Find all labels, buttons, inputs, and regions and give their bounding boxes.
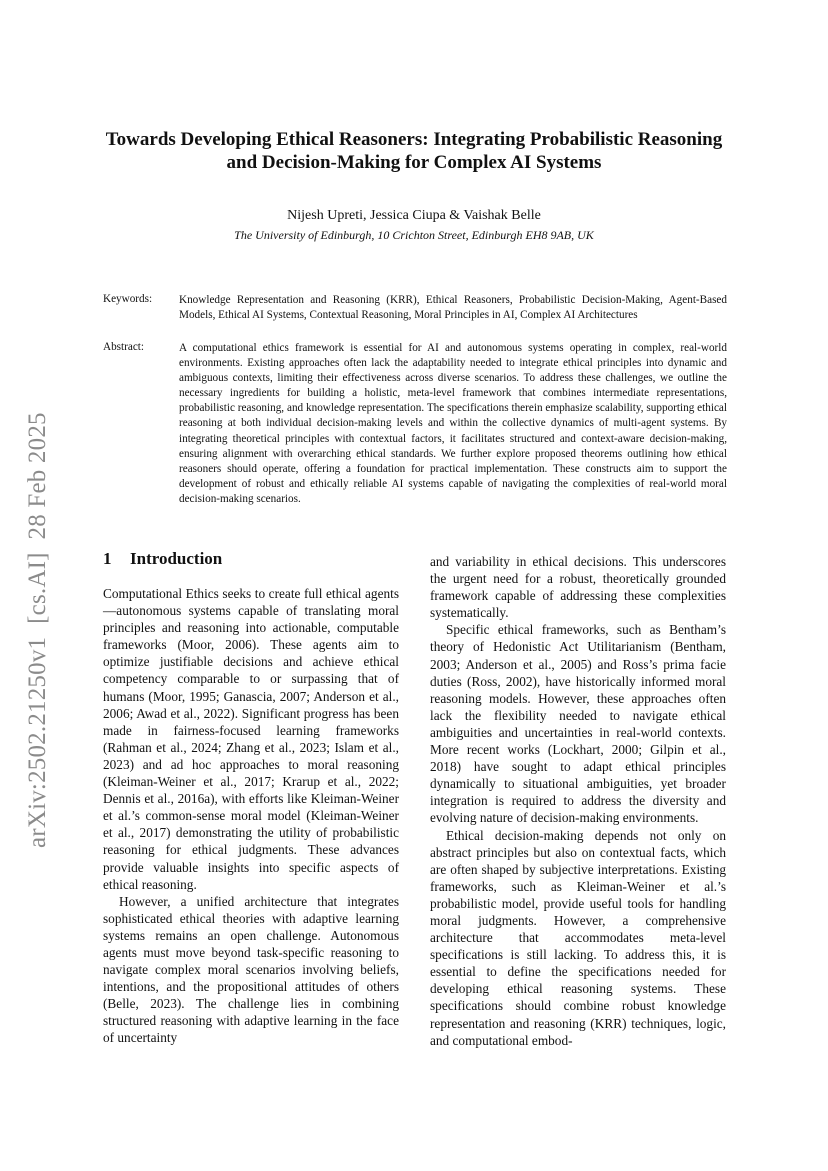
- paper-authors: Nijesh Upreti, Jessica Ciupa & Vaishak Belle: [287, 208, 541, 223]
- paper-title: Towards Developing Ethical Reasoners: Integrating Probabilistic Reasoning and Decision-Making for Complex AI Systems: [105, 129, 723, 173]
- body-column-right: [430, 553, 726, 1049]
- abstract-label: Abstract:: [103, 341, 145, 353]
- section-title: Introduction: [130, 549, 223, 568]
- section-number: 1: [103, 549, 112, 568]
- keywords-text: Knowledge Representation and Reasoning (KRR), Ethical Reasoners, Probabilistic Decision-Making, Agent-Based Models, Ethical AI Systems, Contextual Reasoning, Moral Principles in AI, Complex AI Architectures: [179, 294, 727, 322]
- paragraph: and variability in ethical decisions. This underscores the urgent need for a robust, theoretically grounded framework capable of addressing these complexities systematically.: [430, 554, 726, 621]
- arxiv-identifier-stamp: arXiv:2502.21250v1 [cs.AI] 28 Feb 2025: [24, 412, 51, 848]
- paragraph: Specific ethical frameworks, such as Bentham’s theory of Hedonistic Act Utilitarianism (Bentham, 2003; Anderson et al., 2005) and Ross’s prima facie duties (Ross, 2002), have historically informed moral reasoning models. However, these approaches often lack the flexibility needed to navigate ethical ambiguities and uncertainties in real-world contexts. More recent works (Lockhart, 2000; Gilpin et al., 2018) have sought to adapt ethical principles dynamically to situational ambiguities, yet broader integration is required to address the diversity and evolving nature of decision-making environments.: [430, 622, 726, 826]
- keywords-label: Keywords:: [103, 293, 153, 305]
- paragraph: Ethical decision-making depends not only on abstract principles but also on contextual facts, which are often shaped by subjective interpretations. Existing frameworks, such as Kleiman-Weiner et al.’s probabilistic model, provide useful tools for handling moral judgments. However, a comprehensive architecture that accommodates meta-level specifications is still lacking. To address this, it is essential to define the specifications needed for developing ethical reasoning systems. These specifications should combine robust knowledge representation and reasoning (KRR) techniques, logic, and computational embod-: [430, 827, 726, 1048]
- section-heading-introduction: [103, 549, 403, 569]
- abstract-text: A computational ethics framework is essential for AI and autonomous systems operating in complex, real-world environments. Existing approaches often lack the adaptability needed to integrate ethical principles into dynamic and ambiguous contexts, limiting their effectiveness across diverse scenarios. To address these challenges, we outline the necessary ingredients for building a holistic, meta-level framework that combines intermediate representations, probabilistic reasoning, and knowledge representation. The specifications therein emphasize scalability, supporting ethical reasoning at both individual decision-making levels and within the collective dynamics of multi-agent systems. By integrating theoretical principles with contextual factors, it facilitates structured and context-aware decision-making, ensuring alignment with overarching ethical standards. We further explore proposed theorems outlining how ethical reasoners should operate, offering a foundation for practical implementation. These constructs aim to support the development of robust and ethically reliable AI systems capable of navigating the complexities of real-world moral decision-making scenarios.: [179, 342, 727, 505]
- paragraph: Computational Ethics seeks to create full ethical agents—autonomous systems capable of translating moral principles and reasoning into actionable, computable frameworks (Moor, 2006). These agents aim to optimize justifiable decisions and achieve ethical competency comparable to or surpassing that of humans (Moor, 1995; Ganascia, 2007; Anderson et al., 2006; Awad et al., 2022). Significant progress has been made in fairness-focused learning frameworks (Rahman et al., 2024; Zhang et al., 2023; Islam et al., 2023) and ad hoc approaches to moral reasoning (Kleiman-Weiner et al., 2017; Krarup et al., 2022; Dennis et al., 2016a), with efforts like Kleiman-Weiner et al.’s common-sense moral model (Kleiman-Weiner et al., 2017) demonstrating the utility of probabilistic reasoning for ethical judgments. These advances provide valuable insights into specific aspects of ethical reasoning.: [103, 586, 399, 892]
- author-affiliation: The University of Edinburgh, 10 Crichton Street, Edinburgh EH8 9AB, UK: [234, 228, 594, 242]
- paragraph: However, a unified architecture that integrates sophisticated ethical theories with adaptive learning systems remains an open challenge. Autonomous agents must move beyond task-specific reasoning to navigate complex moral scenarios involving beliefs, intentions, and the propositional attitudes of others (Belle, 2023). The challenge lies in combining structured reasoning with adaptive learning in the face of uncertainty: [103, 893, 399, 1046]
- body-column-left: [103, 585, 399, 1047]
